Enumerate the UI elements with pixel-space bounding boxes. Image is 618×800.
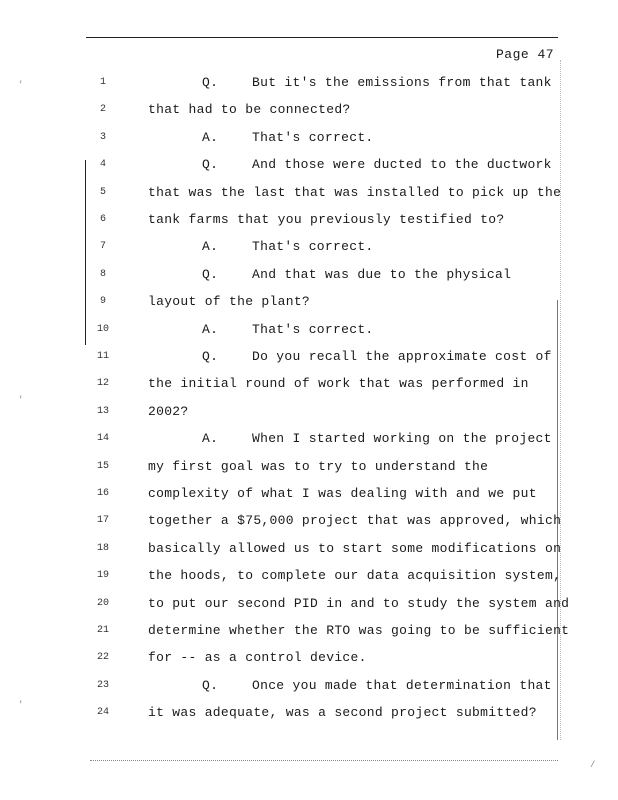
line-text: And that was due to the physical xyxy=(252,266,512,282)
line-number: 24 xyxy=(96,707,109,719)
transcript-line xyxy=(148,102,351,117)
line-number: 10 xyxy=(96,323,109,335)
line-number: 2 xyxy=(99,104,106,116)
speaker-label: Q. xyxy=(202,677,219,693)
transcript-line xyxy=(202,267,511,282)
scan-speck: ' xyxy=(18,80,24,90)
line-text: 2002? xyxy=(148,403,189,419)
line-text: to put our second PID in and to study the system and xyxy=(148,595,570,611)
line-text: Once you made that determination that xyxy=(252,677,552,693)
line-text: That's correct. xyxy=(252,129,374,145)
speaker-label: Q. xyxy=(202,349,219,364)
line-number: 23 xyxy=(96,679,109,691)
transcript-line xyxy=(202,349,552,364)
line-number: 20 xyxy=(96,597,109,609)
line-number: 7 xyxy=(99,241,106,253)
speaker-label: Q. xyxy=(202,157,219,173)
transcript-line xyxy=(148,459,488,474)
line-text: together a $75,000 project that was approved, which xyxy=(148,513,562,529)
line-number: 8 xyxy=(99,268,106,280)
line-text: basically allowed us to start some modifications on xyxy=(148,540,562,556)
line-text: the hoods, to complete our data acquisition system, xyxy=(148,568,562,584)
line-text: Do you recall the approximate cost of xyxy=(252,349,552,364)
line-text: my first goal was to try to understand the xyxy=(148,458,489,474)
speaker-label: A. xyxy=(202,239,219,255)
transcript-line xyxy=(202,322,374,337)
transcript-line xyxy=(148,623,569,638)
scan-speck: ' xyxy=(18,700,24,710)
margin-bar-left xyxy=(85,160,86,345)
line-number: 11 xyxy=(96,351,109,362)
line-number: 6 xyxy=(99,214,106,225)
transcript-line xyxy=(148,212,504,227)
line-number: 4 xyxy=(99,159,106,171)
transcript-line xyxy=(148,596,569,611)
line-text: that was the last that was installed to pick up the xyxy=(148,184,562,200)
line-number: 21 xyxy=(96,625,109,636)
line-text: tank farms that you previously testified to? xyxy=(148,212,505,227)
line-text: But it's the emissions from that tank xyxy=(252,75,552,90)
line-text: the initial round of work that was performed in xyxy=(148,376,529,392)
header-rule xyxy=(86,37,558,38)
line-number: 18 xyxy=(96,542,109,554)
speaker-label: Q. xyxy=(202,266,219,282)
line-text: That's correct. xyxy=(252,321,374,337)
footer-scan-noise xyxy=(90,760,558,763)
transcript-line xyxy=(148,376,529,391)
line-text: And those were ducted to the ductwork xyxy=(252,157,552,173)
line-number: 14 xyxy=(96,433,109,445)
transcript-line xyxy=(202,75,552,90)
transcript-line xyxy=(202,431,552,446)
transcript-line xyxy=(202,130,374,145)
page-number: Page 47 xyxy=(496,47,555,62)
scan-speck: ' xyxy=(18,395,24,405)
line-number: 13 xyxy=(96,405,109,417)
transcript-line xyxy=(148,513,561,528)
line-number: 15 xyxy=(96,460,109,472)
line-text: When I started working on the project xyxy=(252,431,552,447)
line-text: That's correct. xyxy=(252,239,374,255)
line-number: 3 xyxy=(99,131,106,143)
transcript-line xyxy=(148,705,537,720)
line-number: 9 xyxy=(99,296,106,308)
transcript-line xyxy=(148,185,561,200)
line-number: 5 xyxy=(99,186,106,198)
margin-dotted-right xyxy=(560,60,562,740)
transcript-line xyxy=(148,486,537,501)
transcript-line xyxy=(148,650,367,665)
line-number: 12 xyxy=(96,378,109,390)
transcript-line xyxy=(202,157,552,172)
line-number: 1 xyxy=(99,77,106,88)
line-number: 22 xyxy=(96,652,109,664)
speaker-label: Q. xyxy=(202,75,219,90)
line-number: 17 xyxy=(96,515,109,527)
line-text: determine whether the RTO was going to be sufficient xyxy=(148,623,570,638)
line-text: that had to be connected? xyxy=(148,102,351,118)
transcript-line xyxy=(202,678,552,693)
speaker-label: A. xyxy=(202,431,219,447)
scan-speck: / xyxy=(590,760,596,770)
transcript-line xyxy=(148,294,310,309)
speaker-label: A. xyxy=(202,321,219,337)
line-text: for -- as a control device. xyxy=(148,650,367,666)
line-number: 19 xyxy=(96,570,109,582)
line-text: layout of the plant? xyxy=(148,294,311,310)
line-text: it was adequate, was a second project submitted? xyxy=(148,705,537,721)
transcript-line xyxy=(148,568,561,583)
line-number: 16 xyxy=(96,488,109,499)
speaker-label: A. xyxy=(202,129,219,145)
transcript-line xyxy=(148,404,189,419)
transcript-line xyxy=(202,239,374,254)
transcript-line xyxy=(148,541,561,556)
line-text: complexity of what I was dealing with and we put xyxy=(148,486,537,501)
